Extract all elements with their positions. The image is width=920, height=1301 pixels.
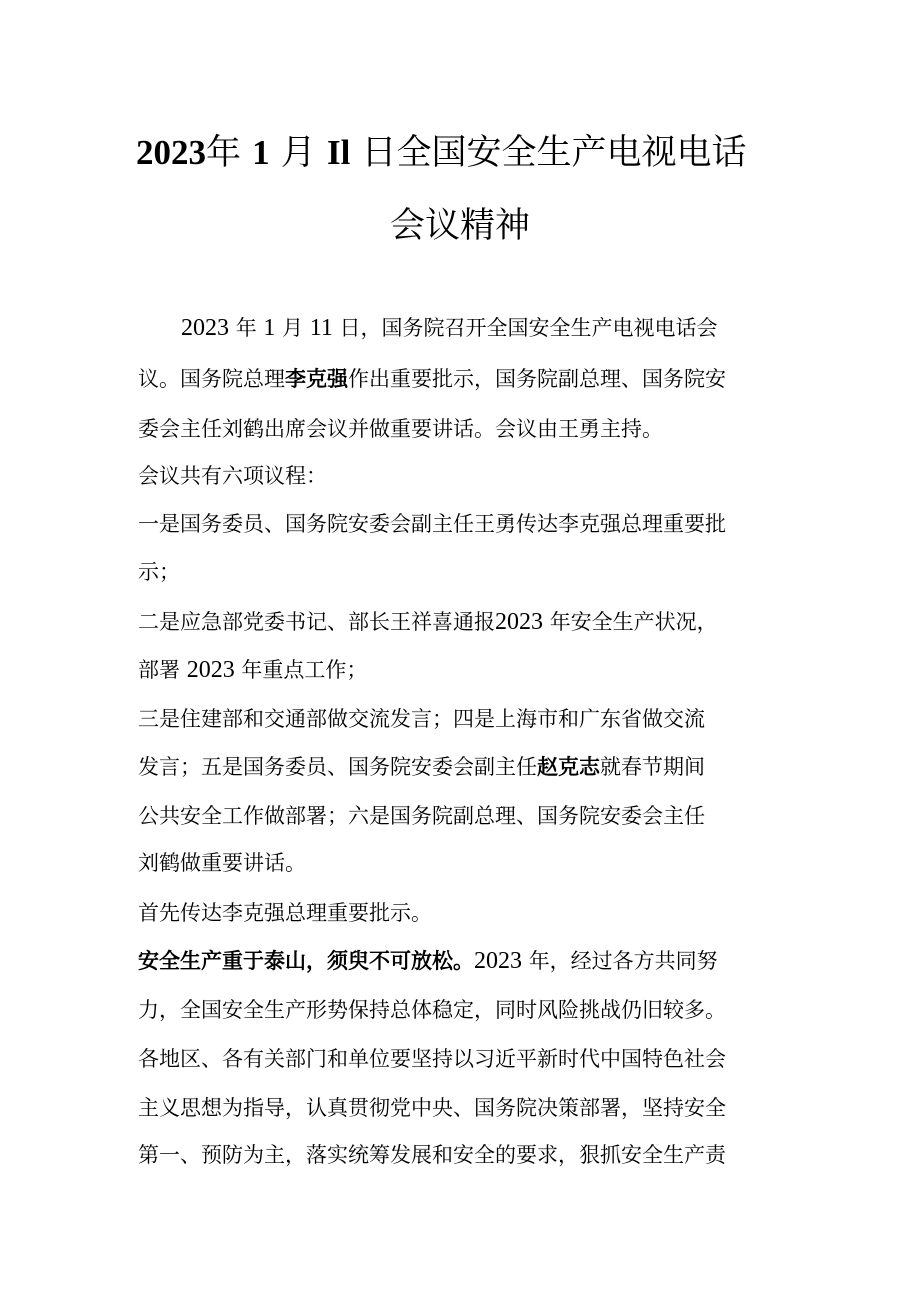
year-number: 2023 — [474, 948, 522, 974]
paragraph-2-line-4: 主义思想为指导，认真贯彻党中央、国务院决策部署，坚持安全 — [138, 1096, 726, 1120]
paragraph-2-line-5: 第一、预防为主，落实统筹发展和安全的要求，狠抓安全生产责 — [138, 1143, 726, 1167]
title-year-suffix: 年 — [206, 133, 242, 173]
convey-line: 首先传达李克强总理重要批示。 — [138, 901, 432, 925]
paragraph-1-line-3: 委会主任刘鹤出席会议并做重要讲话。会议由王勇主持。 — [138, 417, 663, 441]
bold-heading: 安全生产重于泰山，须臾不可放松。 — [138, 949, 474, 973]
title-year: 2023 — [136, 133, 206, 172]
agenda-item-2-line-2 — [138, 655, 367, 685]
paragraph-1-line-1 — [181, 313, 718, 343]
text-fragment: 发言；五是国务委员、国务院安委会副主任 — [138, 755, 537, 779]
agenda-item-3-line-4: 刘鹤做重要讲话。 — [138, 851, 306, 875]
text-fragment: 月 — [282, 316, 304, 340]
agenda-intro: 会议共有六项议程： — [138, 464, 327, 488]
title-month-suffix: 月 — [280, 133, 316, 173]
text-fragment: 日，国务院召开全国安全生产电视电话会 — [339, 316, 718, 340]
date-year: 2023 — [181, 315, 229, 341]
text-fragment: 年安全生产状况， — [549, 610, 718, 634]
agenda-item-2-line-1 — [138, 607, 718, 637]
document-title-line-1 — [0, 131, 920, 175]
text-fragment: 作出重要批示，国务院副总理、国务院安 — [348, 367, 726, 391]
date-day: 11 — [309, 315, 333, 341]
paragraph-2-line-2: 力，全国安全生产形势保持总体稳定，同时风险挑战仍旧较多。 — [138, 998, 726, 1022]
title-day: Il — [326, 133, 351, 172]
text-fragment: 年 — [235, 316, 257, 340]
agenda-item-1-line-2: 示； — [138, 560, 180, 584]
agenda-item-3-line-2 — [138, 752, 705, 782]
title-month: 1 — [252, 133, 270, 172]
text-fragment: 就春节期间 — [600, 755, 705, 779]
document-title-line-2: 会议精神 — [389, 206, 530, 246]
bold-name: 李克强 — [285, 367, 348, 391]
agenda-item-3-line-3: 公共安全工作做部署；六是国务院副总理、国务院安委会主任 — [138, 804, 705, 828]
year-number: 2023 — [186, 657, 235, 683]
paragraph-2-line-3: 各地区、各有关部门和单位要坚持以习近平新时代中国特色社会 — [138, 1047, 726, 1071]
text-fragment: 年重点工作； — [241, 658, 368, 682]
date-month: 1 — [263, 315, 276, 341]
agenda-item-3-line-1: 三是住建部和交通部做交流发言；四是上海市和广东省做交流 — [138, 707, 705, 731]
text-fragment: 议。国务院总理 — [138, 367, 285, 391]
year-number: 2023 — [495, 609, 543, 635]
paragraph-1-line-2 — [138, 364, 726, 394]
text-fragment: 二是应急部党委书记、部长王祥喜通报 — [138, 610, 495, 634]
text-fragment: 年，经过各方共同努 — [528, 949, 718, 973]
title-rest: 日全国安全生产电视电话 — [361, 133, 747, 173]
paragraph-2-line-1 — [138, 946, 718, 976]
agenda-item-1-line-1: 一是国务委员、国务院安委会副主任王勇传达李克强总理重要批 — [138, 512, 726, 536]
text-fragment: 部署 — [138, 658, 180, 682]
bold-name: 赵克志 — [537, 755, 600, 779]
